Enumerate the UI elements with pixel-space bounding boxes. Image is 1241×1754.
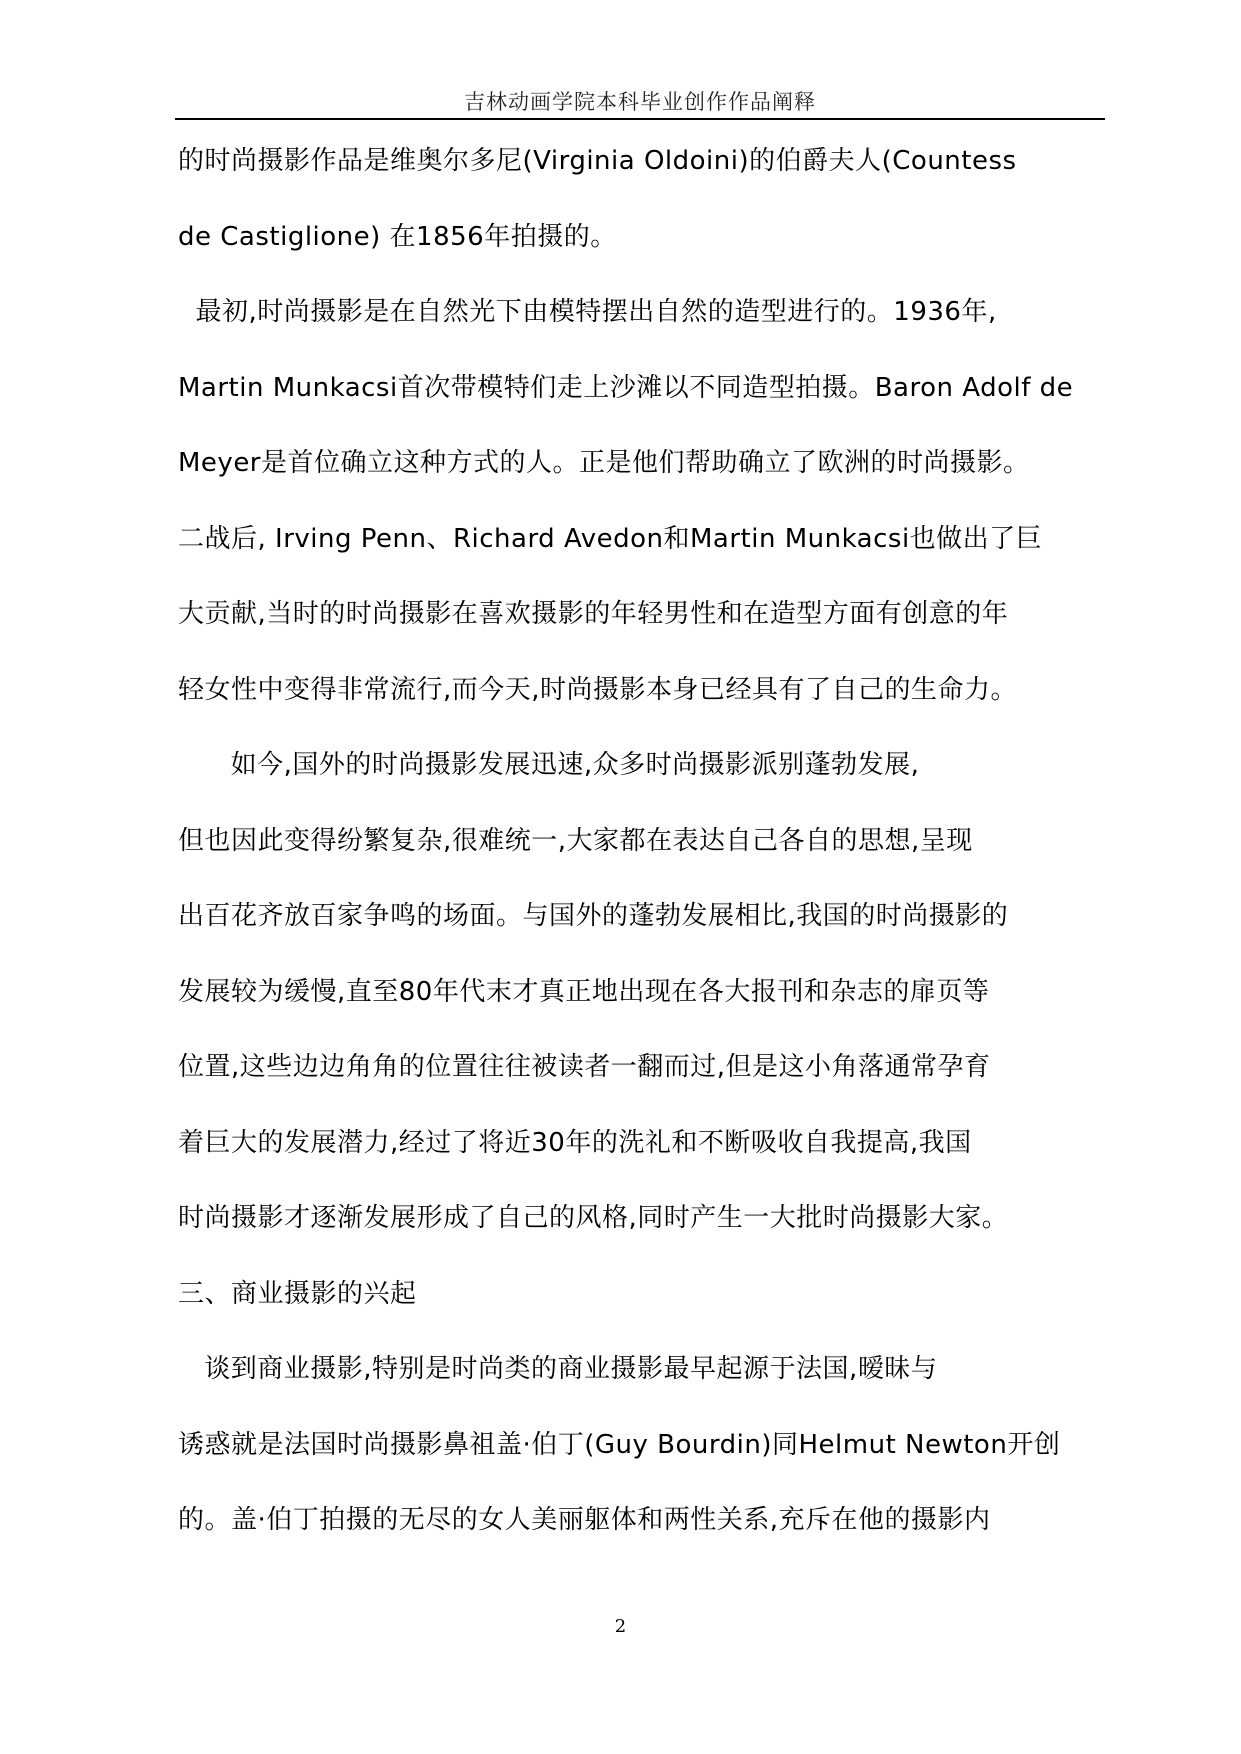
text-line: 的时尚摄影作品是维奥尔多尼(Virginia Oldoini)的伯爵夫人(Countess [178,146,1017,176]
text-line: Martin Munkacsi首次带模特们走上沙滩以不同造型拍摄。Baron Adolf de [178,372,1074,403]
body-text [178,124,1138,1559]
text-line: 时尚摄影才逐渐发展形成了自己的风格,同时产生一大批时尚摄影大家。 [178,1203,1009,1233]
text-line: 二战后, Irving Penn、Richard Avedon和Martin Munkacsi也做出了巨 [178,523,1043,554]
text-line: 如今,国外的时尚摄影发展迅速,众多时尚摄影派别蓬勃发展, [178,750,920,780]
text-line: 位置,这些边边角角的位置往往被读者一翻而过,但是这小角落通常孕育 [178,1052,991,1082]
page-header: 吉林动画学院本科毕业创作作品阐释 [464,90,816,114]
section-heading: 三、商业摄影的兴起 [178,1278,417,1309]
text-line: 轻女性中变得非常流行,而今天,时尚摄影本身已经具有了自己的生命力。 [178,674,1018,705]
header-divider [175,118,1105,120]
text-line: 着巨大的发展潜力,经过了将近30年的洗礼和不断吸收自我提高,我国 [178,1127,972,1158]
text-line: de Castiglione) 在1856年拍摄的。 [178,221,617,252]
text-line: Meyer是首位确立这种方式的人。正是他们帮助确立了欧洲的时尚摄影。 [178,448,1030,478]
text-line: 大贡献,当时的时尚摄影在喜欢摄影的年轻男性和在造型方面有创意的年 [178,599,1009,629]
text-line: 最初,时尚摄影是在自然光下由模特摆出自然的造型进行的。1936年, [178,297,997,327]
text-line: 出百花齐放百家争鸣的场面。与国外的蓬勃发展相比,我国的时尚摄影的 [178,901,1009,931]
text-line: 但也因此变得纷繁复杂,很难统一,大家都在表达自己各自的思想,呈现 [178,825,973,856]
text-line: 诱惑就是法国时尚摄影鼻祖盖·伯丁(Guy Bourdin)同Helmut Newton开创 [178,1429,1061,1460]
text-line: 发展较为缓慢,直至80年代末才真正地出现在各大报刊和杂志的扉页等 [178,976,990,1007]
text-line: 谈到商业摄影,特别是时尚类的商业摄影最早起源于法国,暧昧与 [178,1354,938,1384]
page-number: 2 [614,1616,627,1637]
text-line: 的。盖·伯丁拍摄的无尽的女人美丽躯体和两性关系,充斥在他的摄影内 [178,1505,991,1535]
